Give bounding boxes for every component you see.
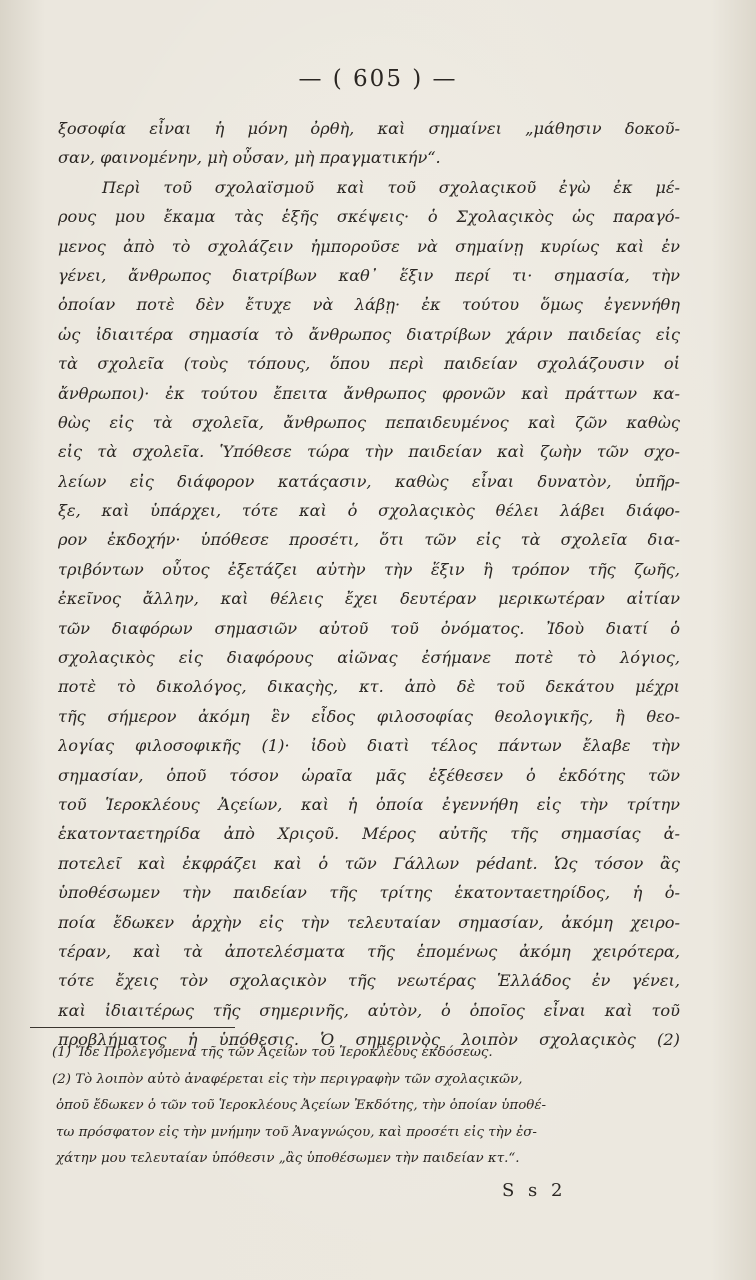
text-line: σημασίαν, ὁποῦ τόσον ὡραῖα μᾶς ἐξέθεσεν ὁ ἐκδότης τῶν xyxy=(58,765,680,785)
footnote-divider xyxy=(30,1027,235,1028)
text-line: ὑποθέσωμεν τὴν παιδείαν τῆς τρίτης ἑκατονταετηρίδος, ἡ ὁ- xyxy=(58,883,680,903)
text-line: ἐκεῖνος ἄλλην, καὶ θέλεις ἔχει δευτέραν μερικωτέραν αἰτίαν xyxy=(58,589,680,609)
text-line: λείων εἰς διάφορον κατάςασιν, καθὼς εἶναι δυνατὸν, ὑπῆρ- xyxy=(58,471,680,491)
text-line: τὰ σχολεῖα (τοὺς τόπους, ὅπου περὶ παιδείαν σχολάζουσιν οἱ xyxy=(58,354,680,374)
text-line: ρον ἐκδοχήν· ὑπόθεσε προσέτι, ὅτι τῶν εἰς τὰ σχολεῖα δια- xyxy=(58,530,680,550)
text-line: τῶν διαφόρων σημασιῶν αὐτοῦ τοῦ ὀνόματος. Ἰδοὺ διατί ὁ xyxy=(58,618,680,638)
text-line: τριβόντων οὗτος ἐξετάζει αὐτὴν τὴν ἕξιν ἢ τρόπον τῆς ζωῆς, xyxy=(58,559,680,579)
footnote-line: (1) Ἴδε Προλεγόμενα τῆς τῶν Ἀςείων τοῦ Ἱεροκλέους ἐκδόσεως. xyxy=(52,1045,493,1060)
text-line: σχολαςικὸς εἰς διαφόρους αἰῶνας ἐσήμανε ποτὲ τὸ λόγιος, xyxy=(58,648,680,668)
text-line: ποία ἔδωκεν ἀρχὴν εἰς τὴν τελευταίαν σημασίαν, ἀκόμη χειρο- xyxy=(58,912,680,932)
footnote-line: χάτην μου τελευταίαν ὑπόθεσιν „ἂς ὑποθέσωμεν τὴν παιδείαν κτ.“. xyxy=(56,1151,520,1166)
text-line: τῆς σήμερον ἀκόμη ἓν εἶδος φιλοσοφίας θεολογικῆς, ἢ θεο- xyxy=(58,706,680,726)
text-line: τέραν, καὶ τὰ ἀποτελέσματα τῆς ἑπομένως ἀκόμη χειρότερα, xyxy=(58,941,680,961)
footnote-line: τω πρόσφατον εἰς τὴν μνήμην τοῦ Ἀναγνώςου, καὶ προσέτι εἰς τὴν ἐσ- xyxy=(56,1124,537,1140)
text-line: εἰς τὰ σχολεῖα. Ὑπόθεσε τώρα τὴν παιδείαν καὶ ζωὴν τῶν σχο- xyxy=(58,442,680,462)
text-line: λογίας φιλοσοφικῆς (1)· ἰδοὺ διατὶ τέλος πάντων ἔλαβε τὴν xyxy=(58,736,680,756)
text-line: ποτὲ τὸ δικολόγος, δικαςὴς, κτ. ἀπὸ δὲ τοῦ δεκάτου μέχρι xyxy=(58,677,680,697)
main-body-text xyxy=(58,114,680,1055)
text-line: προβλήματος ἡ ὑπόθεσις. Ὁ σημερινὸς λοιπὸν σχολαςικὸς (2) xyxy=(58,1030,680,1050)
footnote-line: ὁποῦ ἔδωκεν ὁ τῶν τοῦ Ἱεροκλέους Ἀςείων Ἐκδότης, τὴν ὁποίαν ὑποθέ- xyxy=(56,1098,547,1113)
printer-signature-mark: S s 2 xyxy=(502,1180,567,1201)
text-line: τότε ἔχεις τὸν σχολαςικὸν τῆς νεωτέρας Ἑλλάδος ἐν γένει, xyxy=(58,971,680,991)
text-line: ἑκατονταετηρίδα ἀπὸ Χριςοῦ. Μέρος αὐτῆς τῆς σημασίας ἀ- xyxy=(58,824,680,844)
page-number-header: — ( 605 ) — xyxy=(298,66,458,92)
text-line: ξοσοφία εἶναι ἡ μόνη ὀρθὴ, καὶ σημαίνει „μάθησιν δοκοῦ- xyxy=(58,119,680,138)
text-line: γένει, ἄνθρωπος διατρίβων καθ᾽ ἕξιν περί τι· σημασία, τὴν xyxy=(58,265,680,285)
text-line: σαν, φαινομένην, μὴ οὖσαν, μὴ πραγματικήν“. xyxy=(58,148,441,168)
text-line: ὡς ἰδιαιτέρα σημασία τὸ ἄνθρωπος διατρίβων χάριν παιδείας εἰς xyxy=(58,324,680,344)
text-line: ξε, καὶ ὑπάρχει, τότε καὶ ὁ σχολαςικὸς θέλει λάβει διάφο- xyxy=(58,501,680,521)
text-line: Περὶ τοῦ σχολαϊσμοῦ καὶ τοῦ σχολαςικοῦ ἐγὼ ἐκ μέ- xyxy=(102,177,680,197)
footnote-line: (2) Τὸ λοιπὸν αὐτὸ ἀναφέρεται εἰς τὴν περιγραφὴν τῶν σχολαςικῶν, xyxy=(52,1071,523,1087)
text-line: ἄνθρωποι)· ἐκ τούτου ἔπειτα ἄνθρωπος φρονῶν καὶ πράττων κα- xyxy=(58,383,680,403)
footnotes xyxy=(48,1040,648,1173)
text-line: καὶ ἰδιαιτέρως τῆς σημερινῆς, αὐτὸν, ὁ ὁποῖος εἶναι καὶ τοῦ xyxy=(58,1000,680,1020)
text-line: θὼς εἰς τὰ σχολεῖα, ἄνθρωπος πεπαιδευμένος καὶ ζῶν καθὼς xyxy=(58,412,680,432)
text-line: τοῦ Ἱεροκλέους Ἀςείων, καὶ ἡ ὁποία ἐγεννήθη εἰς τὴν τρίτην xyxy=(58,794,680,814)
text-line: μενος ἀπὸ τὸ σχολάζειν ἠμποροῦσε νὰ σημαίνῃ κυρίως καὶ ἐν xyxy=(58,236,680,256)
text-line: ρους μου ἔκαμα τὰς ἑξῆς σκέψεις· ὁ Σχολαςικὸς ὡς παραγό- xyxy=(58,207,680,227)
text-line: ποτελεῖ καὶ ἐκφράζει καὶ ὁ τῶν Γάλλων pédant. Ὡς τόσον ἂς xyxy=(58,853,680,873)
text-line: ὁποίαν ποτὲ δὲν ἔτυχε νὰ λάβῃ· ἐκ τούτου ὅμως ἐγεννήθη xyxy=(58,295,680,315)
